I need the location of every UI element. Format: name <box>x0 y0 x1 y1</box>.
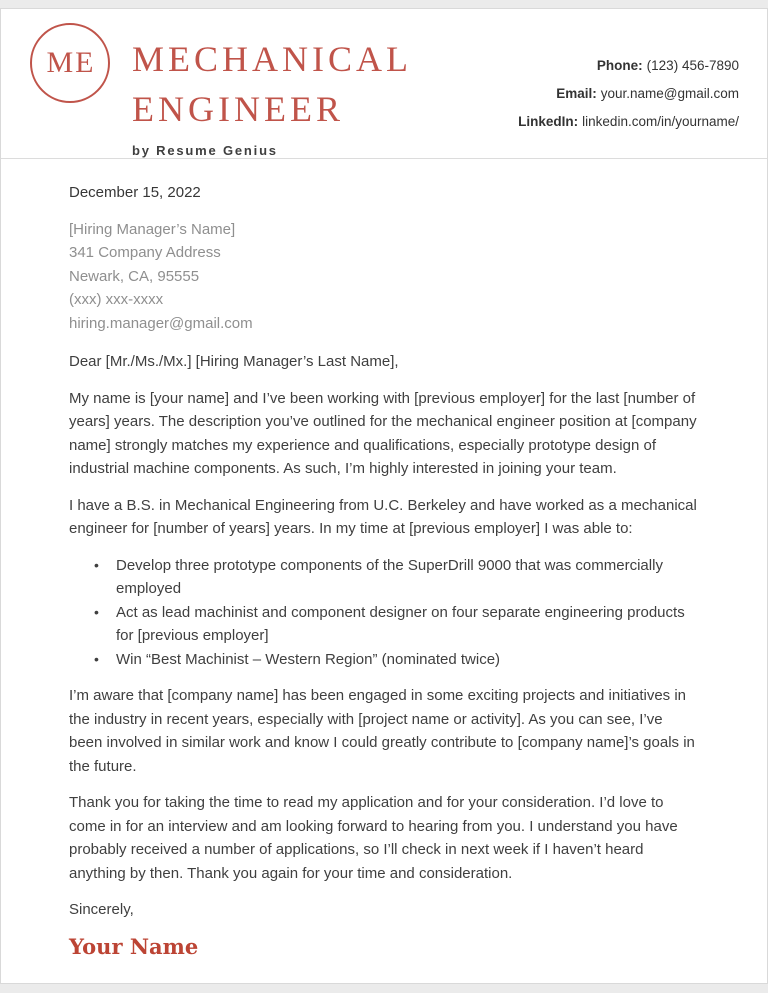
contact-phone-label: Phone: <box>596 58 643 73</box>
contact-email-value: your.name@gmail.com <box>600 86 739 101</box>
letterhead <box>1 9 767 159</box>
contact-linkedin-value: linkedin.com/in/yourname/ <box>582 114 739 129</box>
paragraph-introduction: My name is [your name] and I’ve been working with [previous employer] for the last [number of years] years. The description you’ve outlined for the mechanical engineer position at [company name] strongly matches my experience and qualifications, especially prototype design of industrial machine components. As such, I’m highly interested in joining your team. <box>69 389 697 477</box>
contact-email-label: Email: <box>556 86 597 101</box>
salutation: Dear [Mr./Ms./Mx.] [Hiring Manager’s Last Name], <box>69 353 399 370</box>
contact-linkedin <box>518 108 739 136</box>
signoff: Sincerely, <box>69 901 134 918</box>
monogram-circle-logo <box>30 23 110 103</box>
recipient-email: hiring.manager@gmail.com <box>69 314 253 332</box>
header-title-line1: MECHANICAL <box>132 39 412 79</box>
list-item: • Develop three prototype components of the SuperDrill 9000 that was commercially employed <box>116 554 699 601</box>
paragraph-experience: I have a B.S. in Mechanical Engineering from U.C. Berkeley and have worked as a mechanical engineer for [number of years] years. In my time at [previous employer] I was able to: <box>69 496 697 537</box>
header-title-line2: ENGINEER <box>132 89 344 129</box>
header-byline: by Resume Genius <box>132 143 278 158</box>
letter-date: December 15, 2022 <box>69 184 201 201</box>
recipient-name: [Hiring Manager’s Name] <box>69 220 236 238</box>
list-item: • Act as lead machinist and component designer on four separate engineering products for [previous employer] <box>116 601 699 648</box>
paragraph-thank-you: Thank you for taking the time to read my application and for your consideration. I’d love to come in for an interview and am looking forward to hearing from you. I understand you have probably received a number of applications, so I’ll check in next week if I haven’t heard anything by then. Thank you again for your time and consideration. <box>69 794 678 882</box>
title-block <box>132 9 412 158</box>
signature-name: Your Name <box>69 933 199 959</box>
recipient-phone: (xxx) xxx-xxxx <box>69 291 164 308</box>
paragraph-company-fit: I’m aware that [company name] has been engaged in some exciting projects and initiatives in the industry in recent years, especially with [project name or activity]. As you can see, I’ve been involved in similar work and know I could greatly contribute to [company name]’s goals in the future. <box>69 687 695 775</box>
contact-linkedin-label: LinkedIn: <box>518 114 579 129</box>
logo-initials: ME <box>46 46 96 79</box>
achievement-list <box>69 554 699 672</box>
recipient-block <box>69 218 699 336</box>
contact-phone-value: (123) 456-7890 <box>646 58 739 73</box>
contact-email <box>518 80 739 108</box>
contact-phone <box>518 52 739 80</box>
list-item: • Win “Best Machinist – Western Region” (nominated twice) <box>116 648 699 672</box>
recipient-address: 341 Company Address <box>69 244 221 261</box>
letter-body <box>1 159 767 958</box>
cover-letter-page <box>0 8 768 984</box>
recipient-city-state-zip: Newark, CA, 95555 <box>69 267 200 285</box>
contact-info-block <box>518 9 767 136</box>
